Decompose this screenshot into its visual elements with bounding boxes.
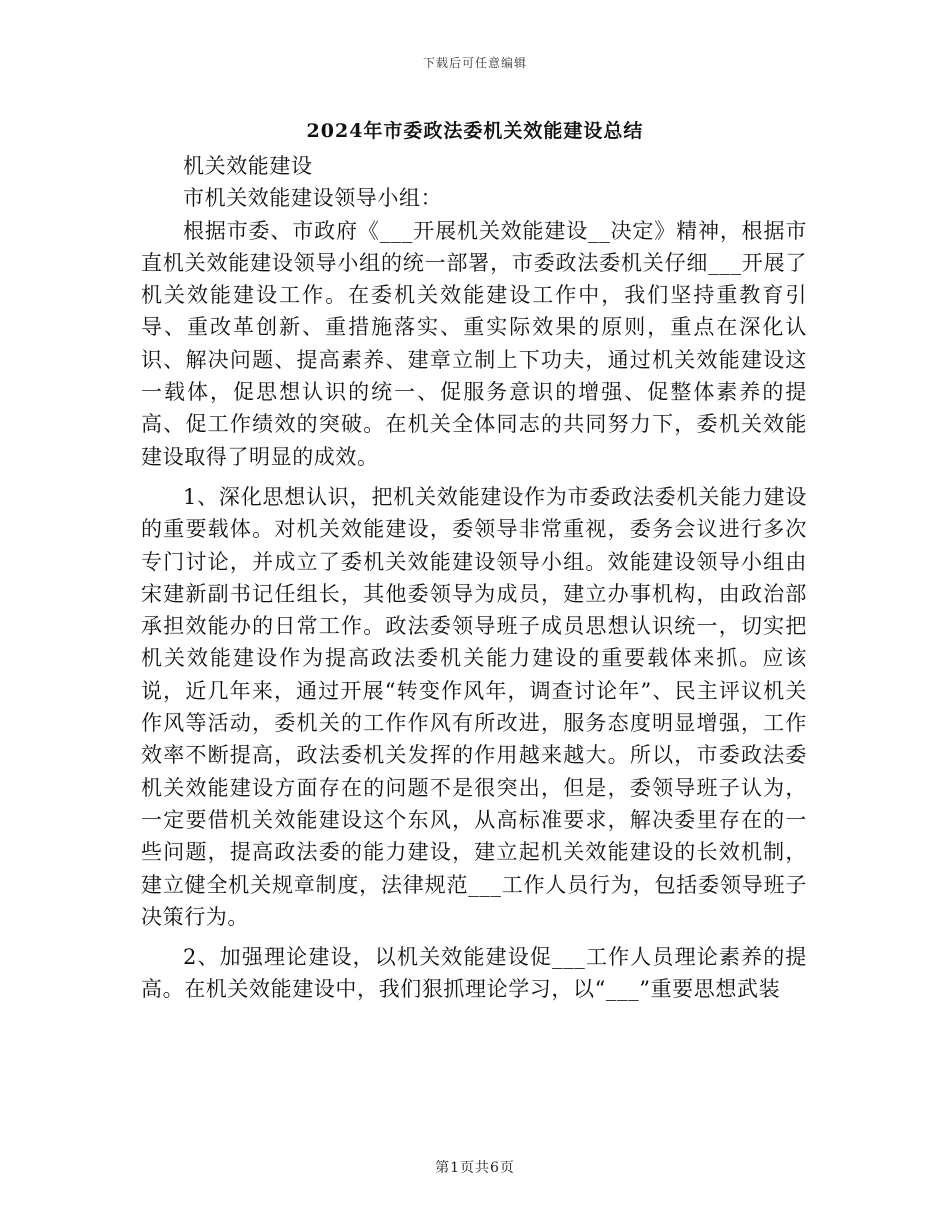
document-body bbox=[141, 150, 807, 1006]
paragraph-intro: 根据市委、市政府《___开展机关效能建设__决定》精神，根据市直机关效能建设领导小组的统一部署，市委政法委机关仔细___开展了机关效能建设工作。在委机关效能建设工作中，我们坚持重教育引导、重改革创新、重措施落实、重实际效果的原则，重点在深化认识、解决问题、提高素养、建章立制上下功夫，通过机关效能建设这一载体，促思想认识的统一、促服务意识的增强、促整体素养的提高、促工作绩效的突破。在机关全体同志的共同努力下，委机关效能建设取得了明显的成效。 bbox=[141, 218, 807, 469]
document-title: 2024年市委政法委机关效能建设总结 bbox=[306, 120, 644, 142]
paragraph-subject: 机关效能建设 bbox=[183, 154, 313, 178]
paragraph-section-2: 2、加强理论建设，以机关效能建设促___工作人员理论素养的提高。在机关效能建设中，我们狠抓理论学习，以“___”重要思想武装 bbox=[141, 945, 807, 1002]
page-number-footer: 第1页共6页 bbox=[435, 1160, 515, 1176]
paragraph-section-1: 1、深化思想认识，把机关效能建设作为市委政法委机关能力建设的重要载体。对机关效能建设，委领导非常重视，委务会议进行多次专门讨论，并成立了委机关效能建设领导小组。效能建设领导小组由宋建新副书记任组长，其他委领导为成员，建立办事机构，由政治部承担效能办的日常工作。政法委领导班子成员思想认识统一，切实把机关效能建设作为提高政法委机关能力建设的重要载体来抓。应该说，近几年来，通过开展“转变作风年，调查讨论年”、民主评议机关作风等活动，委机关的工作作风有所改进，服务态度明显增强，工作效率不断提高，政法委机关发挥的作用越来越大。所以，市委政法委机关效能建设方面存在的问题不是很突出，但是，委领导班子认为，一定要借机关效能建设这个东风，从高标准要求，解决委里存在的一些问题，提高政法委的能力建设，建立起机关效能建设的长效机制，建立健全机关规章制度，法律规范___工作人员行为，包括委领导班子决策行为。 bbox=[141, 484, 807, 929]
paragraph-addressee: 市机关效能建设领导小组： bbox=[183, 186, 443, 211]
header-note: 下载后可任意编辑 bbox=[422, 56, 527, 70]
